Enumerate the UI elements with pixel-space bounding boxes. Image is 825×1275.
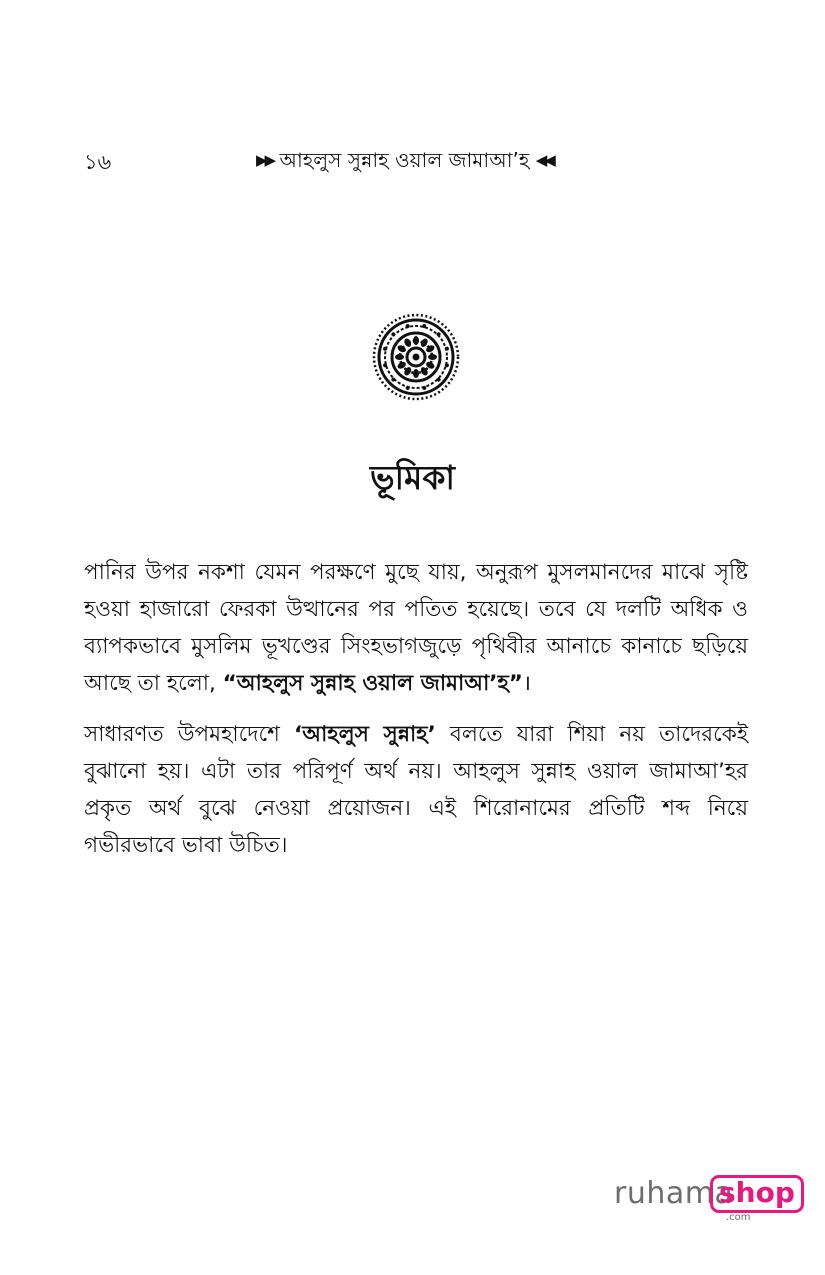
ornament-dot bbox=[436, 377, 442, 383]
paragraph-1-text: পানির উপর নকশা যেমন পরক্ষণে মুছে যায়, অনুরূপ মুসলমানদের মাঝে সৃষ্টি হওয়া হাজারো ফেরকা উত্থানের পর পতিত হয়েছে। তবে যে দলটি অধিক ও ব্যাপকভাবে মুসলিম ভূখণ্ডের সিংহভাগজুড়ে পৃথিবীর আনাচে কানাচে ছড়িয়ে আছে তা হলো, bbox=[84, 559, 748, 696]
logo-shop-badge: shop bbox=[710, 1175, 804, 1213]
logo-domain-text: .com bbox=[726, 1212, 751, 1223]
ornament-dot bbox=[444, 346, 449, 351]
paragraph-1 bbox=[84, 554, 748, 702]
ornament-dot bbox=[391, 332, 397, 338]
mandala-ornament-icon bbox=[372, 313, 460, 401]
ornament-dot bbox=[391, 377, 397, 383]
ornament-petal bbox=[413, 369, 419, 378]
left-triangle-marker-icon: ◀◀ bbox=[535, 151, 553, 169]
paragraph-1-end: । bbox=[522, 670, 532, 696]
logo-ruhama-text: ruhama bbox=[614, 1176, 734, 1211]
paragraph-1-emphasis: “আহলুস সুন্নাহ ওয়াল জামাআ’হ” bbox=[222, 670, 523, 696]
paragraph-2-after: বলতে যারা শিয়া নয় তাদেরকেই বুঝানো হয়। এটা তার পরিপূর্ণ অর্থ নয়। আহলুস সুন্নাহ ওয়াল জামাআ’হর প্রকৃত অর্থ বুঝে নেওয়া প্রয়োজন। এই শিরোনামের প্রতিটি শব্দ নিয়ে গভীরভাবে ভাবা উচিত। bbox=[84, 721, 748, 858]
page-number: ১৬ bbox=[84, 150, 112, 174]
ornament-petal bbox=[428, 354, 437, 360]
running-title bbox=[256, 146, 553, 179]
paragraph-2 bbox=[84, 716, 748, 864]
ornament-petal bbox=[396, 344, 407, 354]
ornament-petal bbox=[403, 366, 413, 377]
right-triangle-marker-icon: ▶▶ bbox=[256, 151, 274, 169]
paragraph-2-emphasis: ‘আহলুস সুন্নাহ’ bbox=[294, 721, 436, 747]
chapter-title: ভূমিকা bbox=[369, 458, 455, 497]
ornament-petal bbox=[419, 366, 429, 377]
ornament-petal bbox=[413, 336, 419, 345]
running-title-text: আহলুস সুন্নাহ ওয়াল জামাআ’হ bbox=[279, 148, 530, 172]
ornament-dot bbox=[422, 385, 427, 390]
ornament-dot bbox=[405, 385, 410, 390]
publisher-logo bbox=[614, 1172, 795, 1227]
ornament-petal bbox=[425, 344, 436, 354]
paragraph-2-before: সাধারণত উপমহাদেশে bbox=[84, 721, 280, 747]
ornament-dot bbox=[436, 332, 442, 338]
page-header bbox=[84, 146, 741, 178]
ornament-petal bbox=[395, 354, 404, 360]
